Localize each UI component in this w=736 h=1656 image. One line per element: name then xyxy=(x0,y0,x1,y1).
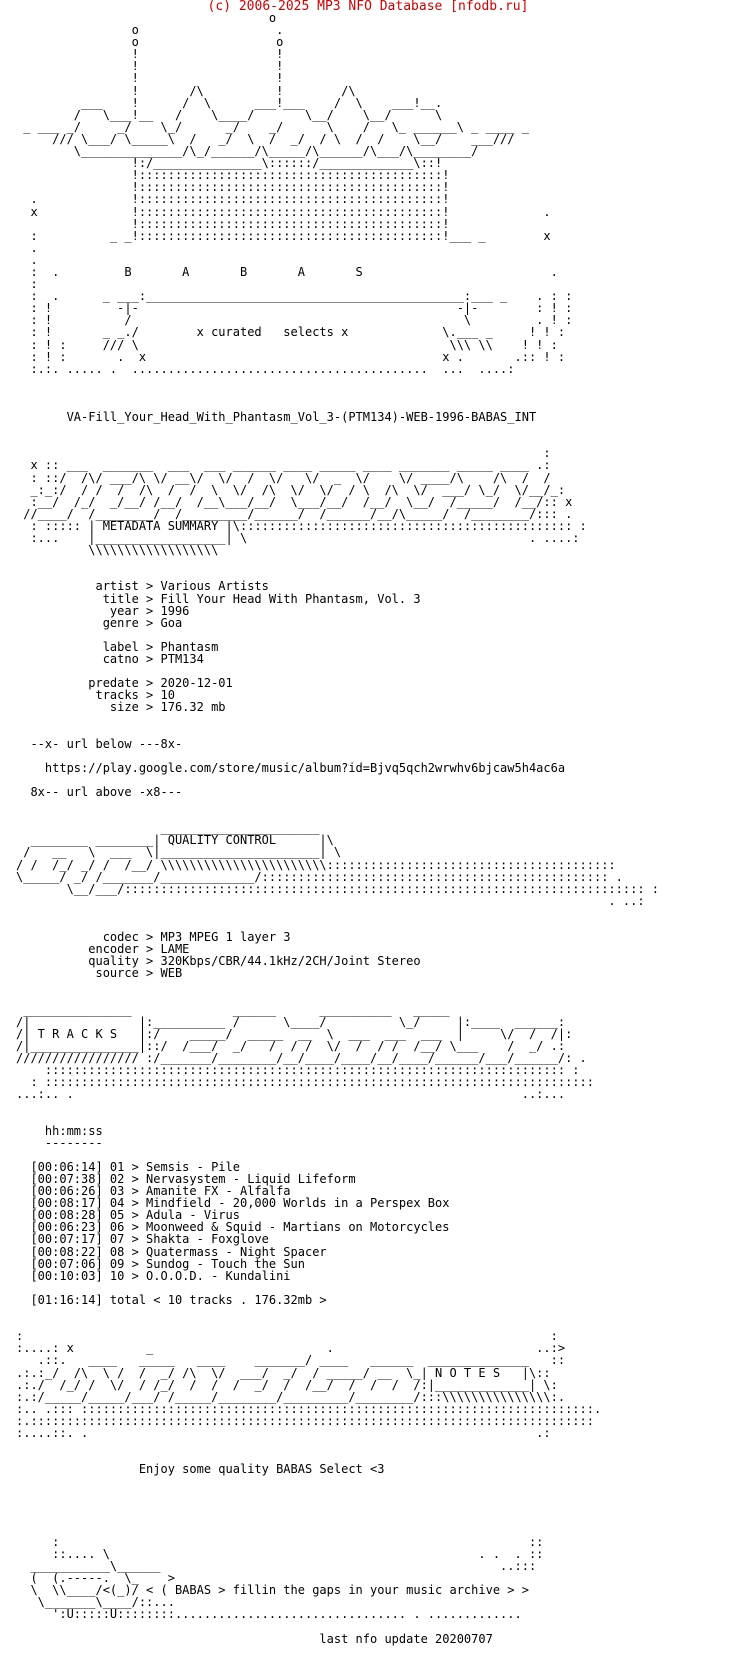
nfo-line: .:./ /_/ / \/ / /_/ / / / _/ / /__/ / / / /:|_____________| \: xyxy=(16,1377,558,1392)
nfo-line: : :: xyxy=(16,1534,544,1549)
nfo-line: ______________________ xyxy=(16,821,320,836)
nfo-line: VA-Fill_Your_Head_With_Phantasm_Vol_3-(PTM134)-WEB-1996-BABAS_INT xyxy=(16,410,537,425)
nfo-line: ::.... \ . . . :: xyxy=(16,1546,544,1561)
nfo-line: ! ! xyxy=(16,59,284,74)
nfo-line: :.. .::: :::::::::::::::::::::::::::::::::::::::::::::::::::::::::::::::::::::::. xyxy=(16,1401,602,1416)
nfo-line: : ! -|- -|- : ! : xyxy=(16,301,573,316)
nfo-line: [00:06:23] 06 > Moonweed & Squid - Martians on Motorcycles xyxy=(16,1220,450,1235)
nfo-line: :__/ /_/ _/__/ /__/ /__\___/__/ \___/__/ /__/ \__/ /_____/ /__/:: x xyxy=(16,494,573,509)
nfo-line: ! /\ ! /\ xyxy=(16,83,356,98)
nfo-line: _:_:/ / / / /\ / / \ \/ /\ \/ \/ / \ /\ \/ ___/ \_/ \/__/_: xyxy=(16,482,566,497)
nfo-line: Enjoy some quality BABAS Select <3 xyxy=(16,1462,385,1477)
nfo-line: : . _ ___:____________________________________________:___ _ . : : xyxy=(16,289,573,304)
nfo-line: [01:16:14] total < 10 tracks . 176.32mb > xyxy=(16,1292,327,1307)
nfo-line: o . xyxy=(16,23,284,38)
nfo-line: !::::::::::::::::::::::::::::::::::::::::::! xyxy=(16,216,450,231)
nfo-line: \\\\\\\\\\\\\\\\\\ xyxy=(16,543,219,558)
nfo-line: ( (.-----. \_ > xyxy=(16,1571,175,1586)
nfo-line: _______________ ______ __________ _____ xyxy=(16,1002,450,1017)
nfo-line: title > Fill Your Head With Phantasm, Vol. 3 xyxy=(16,591,421,606)
nfo-line: source > WEB xyxy=(16,966,183,981)
nfo-line: : : xyxy=(16,1329,558,1344)
nfo-line: !::::::::::::::::::::::::::::::::::::::::::! xyxy=(16,168,450,183)
nfo-line: \_______\____/::... xyxy=(16,1595,175,1610)
nfo-line: \__/___/:::::::::::::::::::::::::::::::::::::::::::::::::::::::::::::::::::::::: : xyxy=(16,881,659,896)
nfo-line: /|_______________|::/ /___/ _/ / / / \/ / / / /__/ \___ / _/ .: xyxy=(16,1038,566,1053)
nfo-line: [00:07:38] 02 > Nervasystem - Liquid Lifeform xyxy=(16,1172,356,1186)
nfo-line: //____/ /________/ /_________/______/ /______/__/\_____/ /________/::: . xyxy=(16,506,573,521)
nfo-line: [00:10:03] 10 > O.O.O.D. - Kundalini xyxy=(16,1268,291,1283)
nfo-line: \______________/\_/______/\_____/\______/\___/\________/ xyxy=(16,144,479,159)
nfo-line: o o xyxy=(16,35,284,50)
nfo-line: x :: ___ _______ ___ ___ ______ ____ _____ ____ _______ _____ ____ .: xyxy=(16,458,551,473)
nfo-line: ___ ! / \ ___!___ / \ ___!__. xyxy=(16,95,443,110)
nfo-line: /| T R A C K S |:/ _____/ _____ __ \ ___ ___ ___ | \/ / /|: xyxy=(16,1026,573,1041)
nfo-line: artist > Various Artists xyxy=(16,579,269,594)
nfo-line: [00:07:17] 07 > Shakta - Foxglove xyxy=(16,1232,269,1247)
nfo-line: / \___!__ / \____/ \__/ \__/ \ xyxy=(16,107,443,122)
nfo-line: ...:.. . ..:... xyxy=(16,1087,566,1102)
nfo-line: : ! / \ . ! : xyxy=(16,313,573,328)
nfo-line: !:/_______________\::::::/_____________\::! xyxy=(16,156,443,171)
nfo-line: [00:08:28] 05 > Adula - Virus xyxy=(16,1208,240,1223)
nfo-line: : ::::: | METADATA SUMMARY |\:::::::::::::::::::::::::::::::::::::::::::::: : xyxy=(16,518,587,533)
nfo-line: : ! : . x x . .:: ! : xyxy=(16,349,566,364)
nfo-line: : ! _ _./ x curated selects x \.___ _ ! ! : xyxy=(16,325,566,340)
nfo-line: https://play.google.com/store/music/album?id=Bjvq5qch2wrwhv6bjcaw5h4ac6a xyxy=(16,760,566,775)
nfo-line: :....::. . .: xyxy=(16,1425,551,1440)
nfo-line: encoder > LAME xyxy=(16,942,190,957)
nfo-line: \ \\____/<(_)/ < ( BABAS > fillin the gaps in your music archive > > xyxy=(16,1583,529,1598)
nfo-line: [00:07:06] 09 > Sundog - Touch the Sun xyxy=(16,1256,305,1271)
nfo-line: label > Phantasm xyxy=(16,639,219,654)
nfo-line: / __ \ ___ \|______________________| \ xyxy=(16,845,342,860)
nfo-line: .::. ____ _____ ____ _______/ ____ ______ ______________ :: xyxy=(16,1353,566,1368)
nfo-line: :... |__________________| \ . ....: xyxy=(16,531,580,546)
nfo-line: : ! : /// \ \\\ \\ ! ! : xyxy=(16,337,558,352)
copyright-header-link[interactable]: (c) 2006-2025 MP3 NFO Database [nfodb.ru] xyxy=(207,0,529,14)
nfo-line: _ ___ _/ _/ \_/ _/ _/ \ / \_ ______\ _ ____ _ xyxy=(16,119,529,134)
nfo-line: :.:. ..... . ......................................... ... ....: xyxy=(16,361,515,376)
nfo-line: [00:06:26] 03 > Amanite FX - Alfalfa xyxy=(16,1184,291,1199)
nfo-line: .:.:_/ /\ \ / / _/ /\ \/ ___/ _/ / _____/ __ \_| N O T E S |\:: xyxy=(16,1365,551,1380)
nfo-line: size > 176.32 mb xyxy=(16,700,226,715)
nfo-ascii-text xyxy=(16,12,659,1645)
nfo-line: --x- url below ---8x- xyxy=(16,736,183,751)
nfo-line: [00:08:17] 04 > Mindfield - 20,000 Worlds in a Perspex Box xyxy=(16,1196,450,1211)
nfo-line: year > 1996 xyxy=(16,603,190,618)
nfo-line: ///////////////// :/_______/________/__/____/____/__/____/______/___/______/: . xyxy=(16,1051,587,1066)
nfo-line: :::::::::::::::::::::::::::::::::::::::::::::::::::::::::::::::::::::::: : xyxy=(16,1063,580,1078)
nfo-line: 8x-- url above -x8--- xyxy=(16,785,183,799)
nfo-line: predate > 2020-12-01 xyxy=(16,676,233,691)
nfo-line: : _ _!::::::::::::::::::::::::::::::::::::::::::!___ _ x xyxy=(16,228,551,243)
nfo-line: /| |:__________ / \____/ \_/ |:____ ______: xyxy=(16,1014,566,1029)
nfo-line: quality > 320Kbps/CBR/44.1kHz/2CH/Joint Stereo xyxy=(16,954,421,969)
nfo-line: : xyxy=(16,277,38,292)
nfo-line: codec > MP3 MPEG 1 layer 3 xyxy=(16,930,291,945)
nfo-line: /// \___/ \_____\ / _/ \ / _/ / \ / / \__/ ___/// xyxy=(16,131,515,146)
nfo-line: tracks > 10 xyxy=(16,688,175,703)
nfo-line: ________ ________| QUALITY CONTROL |\ xyxy=(16,833,334,848)
nfo-line: ! ! xyxy=(16,71,284,86)
nfo-line: : ::/ /\/ ___/\ \/ __\/ \/ / \/ \/ _ \/ \/ ____/\ /\ / / xyxy=(16,470,551,485)
nfo-line: . !::::::::::::::::::::::::::::::::::::::::::! xyxy=(16,192,450,207)
nfo-line: : . B A B A S . xyxy=(16,264,558,279)
nfo-line: :.:::::::::::::::::::::::::::::::::::::::::::::::::::::::::::::::::::::::::::::: xyxy=(16,1413,594,1428)
nfo-line: : xyxy=(16,446,551,461)
nfo-line: genre > Goa xyxy=(16,615,183,630)
nfo-line: catno > PTM134 xyxy=(16,651,204,666)
nfo-line: -------- xyxy=(16,1135,103,1150)
nfo-line: ':U:::::U::::::::................................ . ............. xyxy=(16,1607,522,1622)
nfo-line: [00:08:22] 08 > Quatermass - Night Spacer xyxy=(16,1244,327,1259)
nfo-line: last nfo update 20200707 xyxy=(16,1631,493,1646)
nfo-line: x !::::::::::::::::::::::::::::::::::::::::::! . xyxy=(16,204,551,219)
nfo-line: !::::::::::::::::::::::::::::::::::::::::::! xyxy=(16,180,450,195)
nfo-line: [00:06:14] 01 > Semsis - Pile xyxy=(16,1159,240,1174)
nfo-line: / / /_/ _/ / /__/ \\\\\\\\\\\\\\\\\\\\\\\:::::::::::::::::::::::::::::::::::::::: xyxy=(16,857,616,872)
nfo-line: :....: x _ . ..:> xyxy=(16,1341,566,1356)
nfo-line: . ..: xyxy=(16,893,645,908)
nfo-line: o xyxy=(16,11,277,25)
nfo-line: ___________\______ ..::: xyxy=(16,1559,537,1573)
nfo-line: : :::::::::::::::::::::::::::::::::::::::::::::::::::::::::::::::::::::::::::: xyxy=(16,1075,594,1090)
nfo-line: . xyxy=(16,240,38,255)
nfo-line: \_____/ _/ /_______/_____________/:::::::::::::::::::::::::::::::::::::::::::::::: . xyxy=(16,869,623,884)
nfo-line: ! ! xyxy=(16,47,284,62)
nfo-line: . xyxy=(16,252,38,267)
nfo-line: hh:mm:ss xyxy=(16,1123,103,1138)
nfo-line: :.:/_____/_____/___/ /_____/________/_________/________/:::\\\\\\\\\\\\\\\:. xyxy=(16,1389,566,1404)
